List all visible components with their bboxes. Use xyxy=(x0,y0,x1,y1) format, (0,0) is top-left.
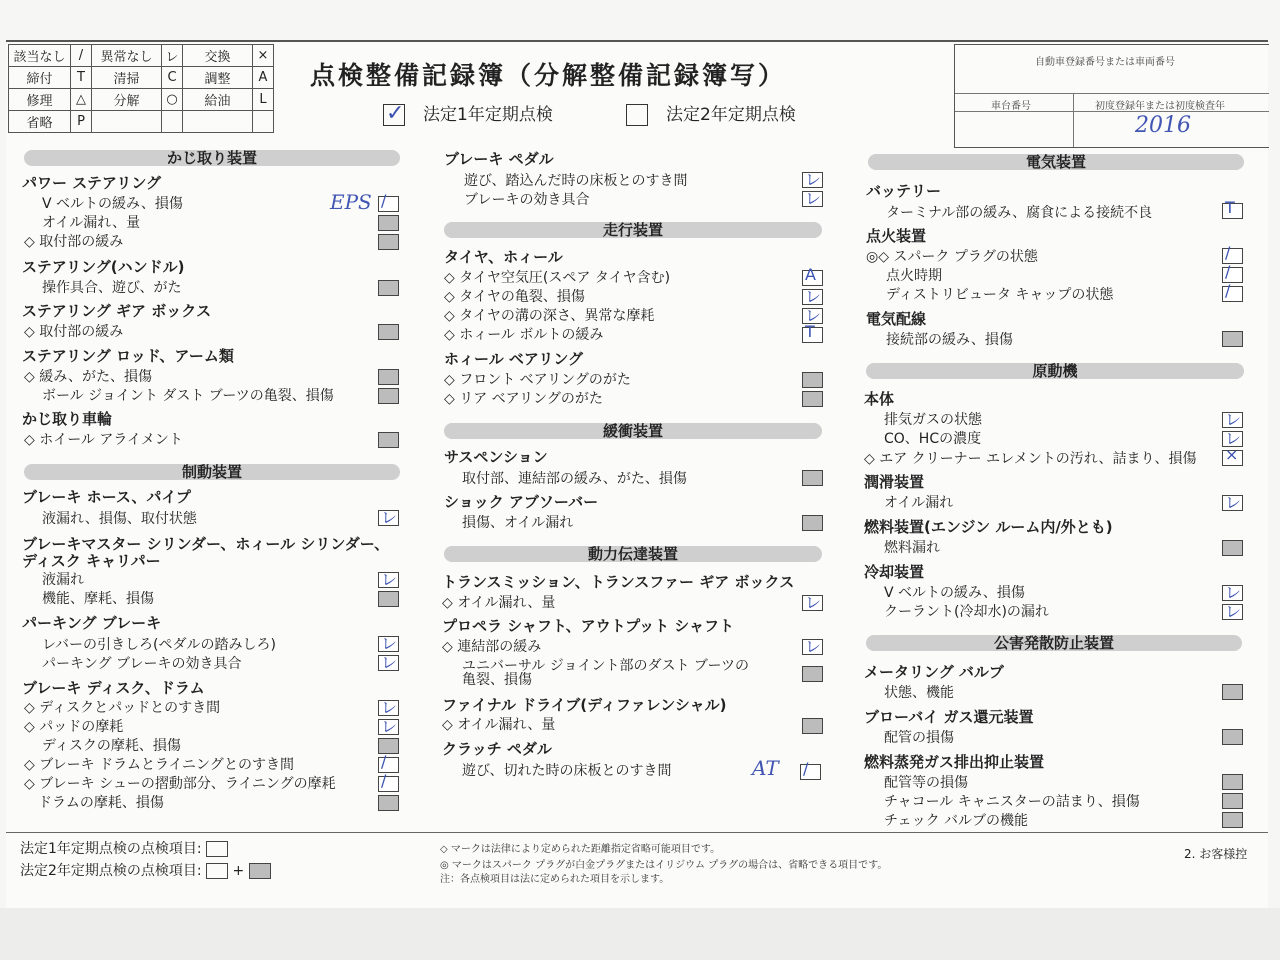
check-box[interactable] xyxy=(378,795,399,811)
legend-cell: T xyxy=(71,67,92,89)
section-suspension: 緩衝装置 xyxy=(444,423,822,439)
handwritten-at: AT xyxy=(752,756,779,780)
footnote-1: ◇ マークは法律により定められた距離指定省略可能項目です。 xyxy=(440,844,721,855)
legend-cell: 清掃 xyxy=(92,67,162,89)
item-parking-effect: パーキング ブレーキの効き具合 xyxy=(42,656,242,672)
legend-table xyxy=(8,44,274,133)
check-box[interactable]: レ xyxy=(1222,495,1243,511)
item-suspension: 取付部、連結部の緩み、がた、損傷 xyxy=(462,471,687,487)
legend-cell: △ xyxy=(71,89,92,111)
handwritten-eps: EPS xyxy=(330,190,372,214)
group-metering: メータリング バルブ xyxy=(864,663,1004,681)
section-drivetrain: 動力伝達装置 xyxy=(444,546,822,562)
group-tire: タイヤ、ホィール xyxy=(444,248,563,266)
check-box[interactable]: レ xyxy=(378,719,399,735)
item-disc-2: ◇ パッドの摩耗 xyxy=(24,719,124,735)
check-box[interactable] xyxy=(1222,812,1243,828)
legend-white-box xyxy=(206,863,228,879)
group-body: 本体 xyxy=(864,390,895,408)
legend-cell: 交換 xyxy=(183,45,253,67)
legend-cell: 給油 xyxy=(183,89,253,111)
item-prop-2: ユニバーサル ジョイント部のダスト ブーツの xyxy=(462,658,749,674)
group-clutch: クラッチ ペダル xyxy=(442,740,552,758)
legend-gray-box xyxy=(249,863,271,879)
item-evap-2: チャコール キャニスターの詰まり、損傷 xyxy=(884,794,1140,810)
check-box[interactable] xyxy=(378,591,399,607)
check-box[interactable] xyxy=(1222,331,1243,347)
legend-cell xyxy=(92,111,162,133)
item-play: 操作具合、遊び、がた xyxy=(42,280,182,296)
check-box[interactable] xyxy=(378,388,399,404)
group-lubrication: 潤滑装置 xyxy=(864,473,925,491)
first-registration-value: 2016 xyxy=(1135,113,1191,138)
group-bearing: ホィール ベアリング xyxy=(444,350,584,368)
footer-legend-2: 法定2年定期点検の点検項目: + xyxy=(20,860,271,880)
item-ign-3: ディストリビュータ キャップの状態 xyxy=(886,287,1114,303)
check-box[interactable] xyxy=(802,718,823,734)
chassis-number-label: 車台番号 xyxy=(991,101,1031,112)
check-box[interactable] xyxy=(378,324,399,340)
item-transmission: ◇ オイル漏れ、量 xyxy=(442,595,556,611)
check-box[interactable] xyxy=(378,215,399,231)
item-cool-1: V ベルトの緩み、損傷 xyxy=(884,585,1025,601)
item-disc-3: ディスクの摩耗、損傷 xyxy=(42,738,181,754)
item-wiring: 接続部の緩み、損傷 xyxy=(886,332,1013,348)
item-disc-6: ドラムの摩耗、損傷 xyxy=(38,795,164,811)
group-master-cylinder: ブレーキマスター シリンダー、ホィール シリンダー、 xyxy=(22,535,390,553)
check-box[interactable] xyxy=(1222,793,1243,809)
item-battery: ターミナル部の緩み、腐食による接続不良 xyxy=(886,205,1153,221)
item-disc-1: ◇ ディスクとパッドとのすき間 xyxy=(24,700,221,716)
group-evap: 燃料蒸発ガス排出抑止装置 xyxy=(864,753,1045,771)
check-box[interactable]: レ xyxy=(378,572,399,588)
item-co-hc: CO、HCの濃度 xyxy=(884,431,982,447)
item-rod-1: ◇ 緩み、がた、損傷 xyxy=(24,369,153,385)
group-propeller: プロペラ シャフト、アウトプット シャフト xyxy=(442,617,734,635)
check-box[interactable] xyxy=(1222,729,1243,745)
check-box[interactable]: レ xyxy=(1222,412,1243,428)
check-box[interactable]: レ xyxy=(802,595,823,611)
item-ign-2: 点火時期 xyxy=(886,268,942,284)
registration-table xyxy=(954,44,1269,148)
item-metering: 状態、機能 xyxy=(884,685,954,701)
check-box[interactable]: レ xyxy=(378,655,399,671)
item-hose: 液漏れ、損傷、取付状態 xyxy=(42,511,197,527)
legend-cell: P xyxy=(71,111,92,133)
section-electrical: 電気装置 xyxy=(868,154,1244,170)
legend-cell xyxy=(183,111,253,133)
group-gearbox: ステアリング ギア ボックス xyxy=(22,302,212,320)
item-clutch: 遊び、切れた時の床板とのすき間 xyxy=(462,763,672,779)
check-box[interactable]: / xyxy=(800,764,821,780)
group-blowby: ブローバイ ガス還元装置 xyxy=(864,708,1034,726)
legend-cell: L xyxy=(253,89,274,111)
inspect-2year-checkbox[interactable] xyxy=(626,104,648,126)
legend-cell: × xyxy=(253,45,274,67)
item-evap-3: チェック バルブの機能 xyxy=(884,813,1029,829)
item-gearbox-mount: ◇ 取付部の緩み xyxy=(24,324,124,340)
legend-cell: 修理 xyxy=(9,89,71,111)
item-leak: 液漏れ xyxy=(42,572,84,588)
check-box[interactable] xyxy=(802,666,823,682)
check-box[interactable]: レ xyxy=(802,289,823,305)
legend-white-box xyxy=(206,841,228,857)
check-box[interactable]: / xyxy=(1222,267,1243,283)
item-exhaust: 排気ガスの状態 xyxy=(884,412,982,428)
footer-divider xyxy=(6,832,1268,833)
inspect-1year-checkbox[interactable] xyxy=(383,104,405,126)
scan-edge xyxy=(0,908,1280,960)
check-box[interactable] xyxy=(802,470,823,486)
group-power-steering: パワー ステアリング xyxy=(22,174,162,192)
item-lubrication: オイル漏れ xyxy=(884,495,954,511)
legend-cell: 調整 xyxy=(183,67,253,89)
legend-cell xyxy=(162,111,183,133)
item-fuel: 燃料漏れ xyxy=(884,540,940,556)
check-box[interactable]: レ xyxy=(378,700,399,716)
legend-cell: ○ xyxy=(162,89,183,111)
legend-cell: 異常なし xyxy=(92,45,162,67)
item-blowby: 配管の損傷 xyxy=(884,730,954,746)
item-alignment: ◇ ホイール アライメント xyxy=(24,432,183,448)
check-box[interactable] xyxy=(1222,540,1243,556)
group-wiring: 電気配線 xyxy=(866,310,927,328)
item-function: 機能、摩耗、損傷 xyxy=(42,591,154,607)
section-running: 走行装置 xyxy=(444,222,822,238)
legend-cell: C xyxy=(162,67,183,89)
check-box[interactable]: T xyxy=(802,327,823,343)
group-brake-pedal: ブレーキ ペダル xyxy=(444,150,554,168)
check-box[interactable]: / xyxy=(1222,248,1243,264)
section-engine: 原動機 xyxy=(866,363,1244,379)
item-pedal-1: 遊び、踏込んだ時の床板とのすき間 xyxy=(464,173,688,189)
item-disc-5: ◇ ブレーキ シューの摺動部分、ライニングの摩耗 xyxy=(24,776,336,792)
check-box[interactable] xyxy=(1222,774,1243,790)
group-master-cylinder-2: ディスク キャリパー xyxy=(22,552,161,570)
item-tire-2: ◇ タイヤの亀裂、損傷 xyxy=(444,289,585,305)
inspect-2year-option[interactable] xyxy=(626,100,796,126)
footnote-2: ◎ マークはスパーク プラグが白金プラグまたはイリジウム プラグの場合は、省略できる項目です。 xyxy=(440,860,888,871)
legend-cell: 締付 xyxy=(9,67,71,89)
group-cooling: 冷却装置 xyxy=(864,563,925,581)
check-box[interactable] xyxy=(1222,684,1243,700)
check-box[interactable]: / xyxy=(1222,286,1243,302)
check-box[interactable]: レ xyxy=(802,172,823,188)
page-title: 点検整備記録簿（分解整備記録簿写） xyxy=(310,61,787,90)
item-bearing-1: ◇ フロント ベアリングのがた xyxy=(444,372,631,388)
item-prop-2b: 亀裂、損傷 xyxy=(462,672,532,688)
check-box[interactable] xyxy=(378,234,399,250)
item-prop-1: ◇ 連結部の緩み xyxy=(442,639,542,655)
item-mount: ◇ 取付部の緩み xyxy=(24,234,124,250)
legend-cell: レ xyxy=(162,45,183,67)
inspect-1year-label: 法定1年定期点検 xyxy=(423,105,553,125)
check-box[interactable] xyxy=(378,432,399,448)
legend-cell: / xyxy=(71,45,92,67)
section-brake: 制動装置 xyxy=(24,464,400,480)
check-box[interactable] xyxy=(802,391,823,407)
check-box[interactable]: / xyxy=(378,196,399,212)
group-steering-handle: ステアリング(ハンドル) xyxy=(22,258,185,276)
check-box[interactable]: レ xyxy=(1222,585,1243,601)
footer-legend-1: 法定1年定期点検の点検項目: xyxy=(20,838,228,858)
check-box[interactable]: / xyxy=(378,776,399,792)
group-wheel: かじ取り車輪 xyxy=(22,410,113,428)
group-fuel: 燃料装置(エンジン ルーム内/外とも) xyxy=(864,518,1113,536)
inspect-1year-option[interactable] xyxy=(383,100,553,126)
legend-cell: A xyxy=(253,67,274,89)
check-box[interactable]: レ xyxy=(1222,431,1243,447)
item-pedal-2: ブレーキの効き具合 xyxy=(464,192,590,208)
check-box[interactable]: × xyxy=(1222,450,1243,466)
item-rod-2: ボール ジョイント ダスト ブーツの亀裂、損傷 xyxy=(42,388,334,404)
check-box[interactable]: レ xyxy=(378,510,399,526)
item-shock: 損傷、オイル漏れ xyxy=(462,515,574,531)
item-lever: レバーの引きしろ(ペダルの踏みしろ) xyxy=(42,637,276,653)
first-registration-label: 初度登録年または初度検査年 xyxy=(1095,101,1225,112)
registration-number-label: 自動車登録番号または車両番号 xyxy=(1035,57,1175,68)
item-ign-1: ◎◇ スパーク プラグの状態 xyxy=(866,249,1038,265)
group-shock: ショック アブソーバー xyxy=(444,493,599,511)
item-oil-leak: オイル漏れ、量 xyxy=(42,215,141,231)
group-parking-brake: パーキング ブレーキ xyxy=(22,614,162,632)
inspect-2year-label: 法定2年定期点検 xyxy=(666,105,796,125)
group-ignition: 点火装置 xyxy=(866,227,927,245)
item-disc-4: ◇ ブレーキ ドラムとライニングとのすき間 xyxy=(24,757,294,773)
section-emission: 公害発散防止装置 xyxy=(866,635,1242,651)
group-rod: ステアリング ロッド、アーム類 xyxy=(22,347,234,365)
check-box[interactable] xyxy=(378,280,399,296)
legend-cell: 省略 xyxy=(9,111,71,133)
item-bearing-2: ◇ リア ベアリングのがた xyxy=(444,391,603,407)
check-box[interactable]: T xyxy=(1222,203,1243,219)
item-vbelt: V ベルトの緩み、損傷 xyxy=(42,196,183,212)
legend-cell: 分解 xyxy=(92,89,162,111)
item-tire-4: ◇ ホィール ボルトの緩み xyxy=(444,327,604,343)
item-tire-3: ◇ タイヤの溝の深さ、異常な摩耗 xyxy=(444,308,655,324)
check-box[interactable] xyxy=(378,369,399,385)
item-tire-1: ◇ タイヤ空気圧(スペア タイヤ含む) xyxy=(444,270,671,286)
group-final-drive: ファイナル ドライブ(ディファレンシャル) xyxy=(442,696,727,714)
item-air-cleaner: ◇ エア クリーナー エレメントの汚れ、詰まり、損傷 xyxy=(864,451,1197,467)
section-steering: かじ取り装置 xyxy=(24,150,400,166)
check-box[interactable] xyxy=(802,515,823,531)
item-evap-1: 配管等の損傷 xyxy=(884,775,968,791)
check-box[interactable]: レ xyxy=(378,636,399,652)
check-box[interactable]: レ xyxy=(802,308,823,324)
check-box[interactable]: A xyxy=(802,270,823,286)
footnote-3: 注：各点検項目は法に定められた項目を示します。 xyxy=(440,874,670,885)
group-suspension: サスペンション xyxy=(444,448,548,466)
group-hose: ブレーキ ホース、パイプ xyxy=(22,488,191,506)
check-box[interactable]: レ xyxy=(802,639,823,655)
item-final: ◇ オイル漏れ、量 xyxy=(442,717,556,733)
check-box[interactable]: レ xyxy=(1222,604,1243,620)
check-box[interactable] xyxy=(802,372,823,388)
legend-cell xyxy=(253,111,274,133)
item-cool-2: クーラント(冷却水)の漏れ xyxy=(884,604,1049,620)
group-battery: バッテリー xyxy=(866,182,942,200)
group-transmission: トランスミッション、トランスファー ギア ボックス xyxy=(442,573,795,591)
group-disc-drum: ブレーキ ディスク、ドラム xyxy=(22,679,205,697)
copy-label: 2. お客様控 xyxy=(1184,847,1248,861)
check-box[interactable]: レ xyxy=(802,191,823,207)
check-box[interactable]: / xyxy=(378,757,399,773)
legend-cell: 該当なし xyxy=(9,45,71,67)
